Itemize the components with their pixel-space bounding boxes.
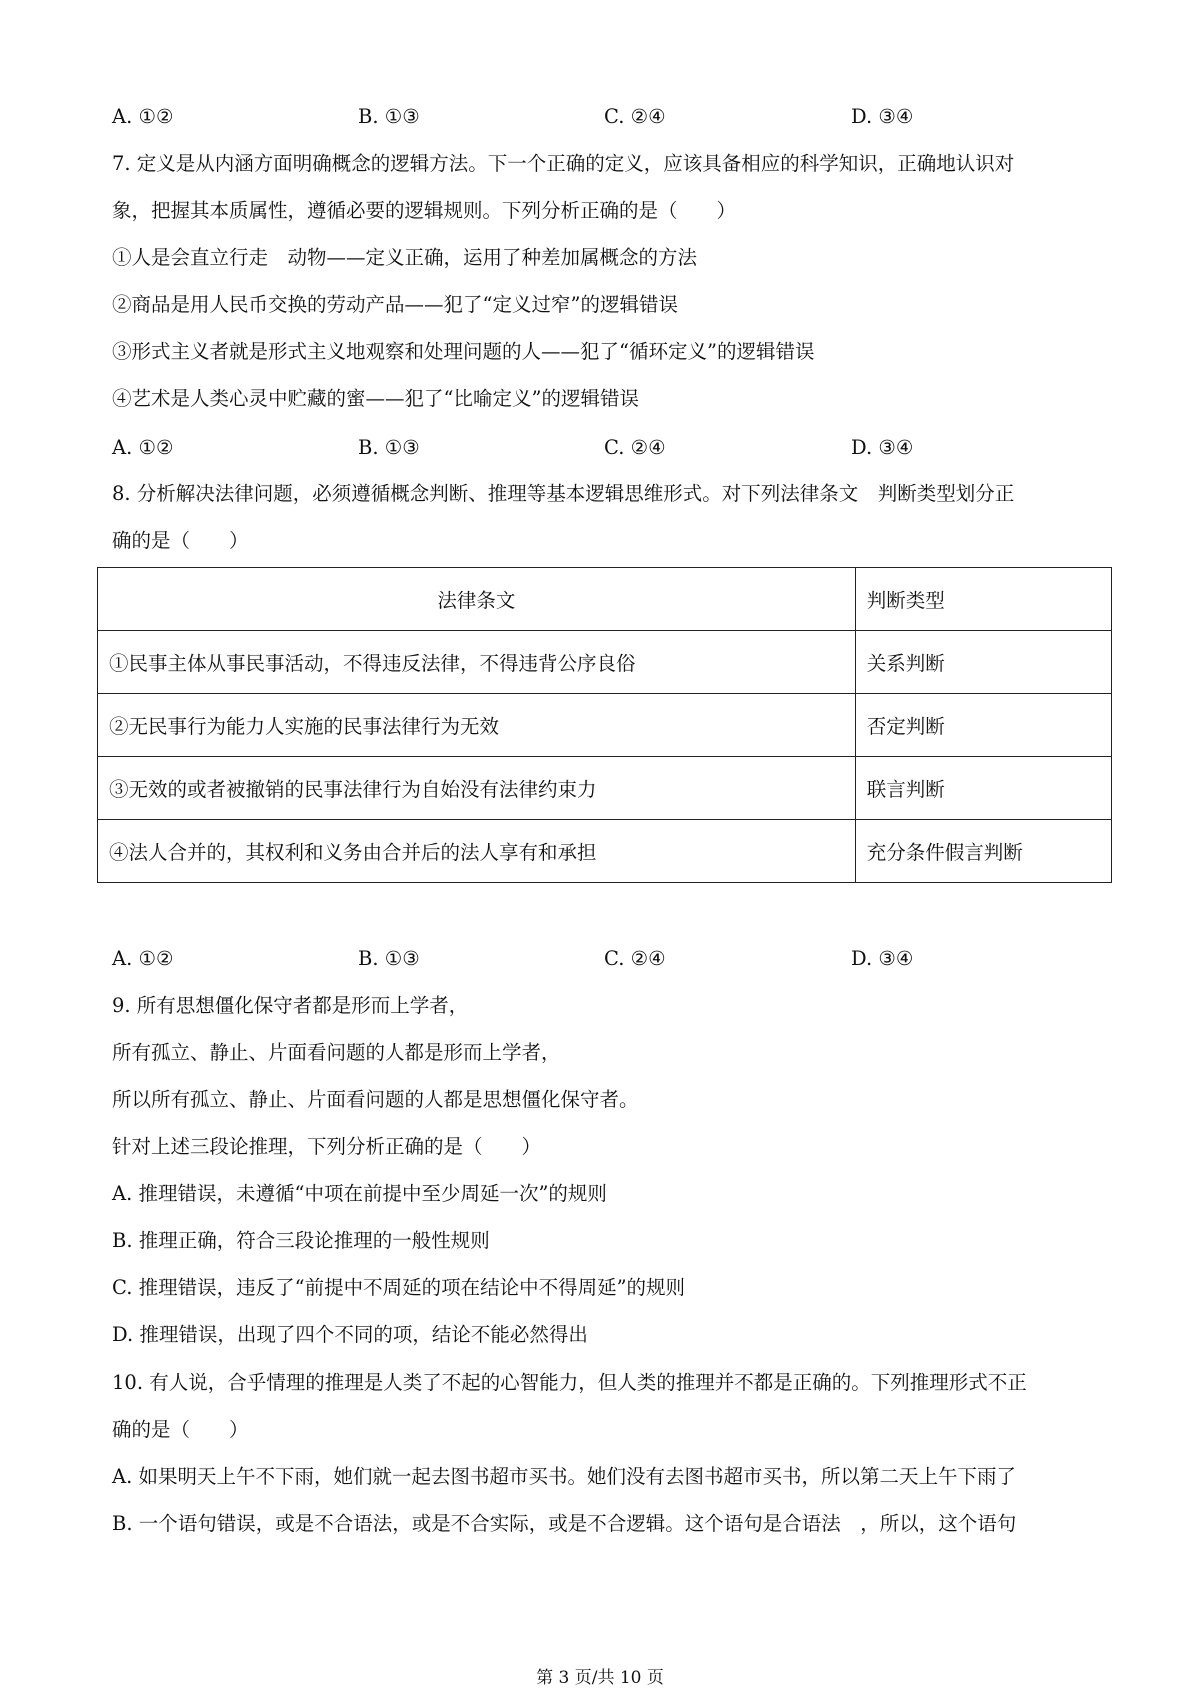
q7-options <box>112 436 1012 460</box>
table-row <box>98 694 1112 757</box>
q6-option-b[interactable]: B. ①③ <box>358 105 420 128</box>
q8-options <box>112 947 1012 971</box>
q6-option-c[interactable]: C. ②④ <box>604 105 666 128</box>
q7-item-1: ①人是会直立行走 动物——定义正确，运用了种差加属概念的方法 <box>112 246 698 269</box>
table-header-law: 法律条文 <box>98 568 856 631</box>
q7-option-d[interactable]: D. ③④ <box>851 436 914 459</box>
q7-stem-line-1: 7. 定义是从内涵方面明确概念的逻辑方法。下一个正确的定义，应该具备相应的科学知识，正确地认识对 <box>112 152 1015 175</box>
table-cell-law: ②无民事行为能力人实施的民事法律行为无效 <box>98 694 856 757</box>
table-cell-law: ①民事主体从事民事活动，不得违反法律，不得违背公序良俗 <box>98 631 856 694</box>
table-cell-type: 充分条件假言判断 <box>855 820 1111 883</box>
table-row <box>98 631 1112 694</box>
q9-option-d[interactable]: D. 推理错误，出现了四个不同的项，结论不能必然得出 <box>112 1323 588 1346</box>
q9-line-2: 所有孤立、静止、片面看问题的人都是形而上学者， <box>112 1041 561 1064</box>
q7-stem-line-2: 象，把握其本质属性，遵循必要的逻辑规则。下列分析正确的是（ ） <box>112 199 737 222</box>
q8-stem-line-2: 确的是（ ） <box>112 529 249 552</box>
q9-option-b[interactable]: B. 推理正确，符合三段论推理的一般性规则 <box>112 1229 490 1252</box>
q9-line-4: 针对上述三段论推理，下列分析正确的是（ ） <box>112 1135 542 1158</box>
q6-option-a[interactable]: A. ①② <box>112 105 174 128</box>
q10-option-b[interactable]: B. 一个语句错误，或是不合语法，或是不合实际，或是不合逻辑。这个语句是合语法 ，所以，这个语句 <box>112 1512 1017 1535</box>
q10-option-a[interactable]: A. 如果明天上午不下雨，她们就一起去图书超市买书。她们没有去图书超市买书，所以第二天上午下雨了 <box>112 1465 1016 1488</box>
q8-option-d[interactable]: D. ③④ <box>851 947 914 970</box>
table-row <box>98 820 1112 883</box>
q7-item-4: ④艺术是人类心灵中贮藏的蜜——犯了“比喻定义”的逻辑错误 <box>112 387 639 410</box>
q7-option-c[interactable]: C. ②④ <box>604 436 666 459</box>
table-header-type: 判断类型 <box>855 568 1111 631</box>
table-cell-law: ④法人合并的，其权利和义务由合并后的法人享有和承担 <box>98 820 856 883</box>
q8-option-b[interactable]: B. ①③ <box>358 947 420 970</box>
table-cell-type: 联言判断 <box>855 757 1111 820</box>
q7-option-a[interactable]: A. ①② <box>112 436 174 459</box>
q8-stem-line-1: 8. 分析解决法律问题，必须遵循概念判断、推理等基本逻辑思维形式。对下列法律条文 判断类型划分正 <box>112 482 1015 505</box>
q9-line-1: 9. 所有思想僵化保守者都是形而上学者， <box>112 994 469 1017</box>
table-cell-type: 关系判断 <box>855 631 1111 694</box>
q9-option-a[interactable]: A. 推理错误，未遵循“中项在前提中至少周延一次”的规则 <box>112 1182 607 1205</box>
q7-option-b[interactable]: B. ①③ <box>358 436 420 459</box>
page-number: 第 3 页/共 10 页 <box>536 1668 664 1688</box>
q7-item-3: ③形式主义者就是形式主义地观察和处理问题的人——犯了“循环定义”的逻辑错误 <box>112 340 815 363</box>
law-table <box>97 567 1112 883</box>
q10-stem-line-2: 确的是（ ） <box>112 1418 249 1441</box>
q10-stem-line-1: 10. 有人说，合乎情理的推理是人类了不起的心智能力，但人类的推理并不都是正确的。下列推理形式不正 <box>112 1371 1027 1394</box>
q9-line-3: 所以所有孤立、静止、片面看问题的人都是思想僵化保守者。 <box>112 1088 639 1111</box>
q8-option-a[interactable]: A. ①② <box>112 947 174 970</box>
table-cell-law: ③无效的或者被撤销的民事法律行为自始没有法律约束力 <box>98 757 856 820</box>
q6-option-d[interactable]: D. ③④ <box>851 105 914 128</box>
q9-option-c[interactable]: C. 推理错误，违反了“前提中不周延的项在结论中不得周延”的规则 <box>112 1276 686 1299</box>
q7-item-2: ②商品是用人民币交换的劳动产品——犯了“定义过窄”的逻辑错误 <box>112 293 678 316</box>
table-cell-type: 否定判断 <box>855 694 1111 757</box>
table-header-row <box>98 568 1112 631</box>
q6-options <box>112 105 1012 129</box>
table-row <box>98 757 1112 820</box>
q8-option-c[interactable]: C. ②④ <box>604 947 666 970</box>
